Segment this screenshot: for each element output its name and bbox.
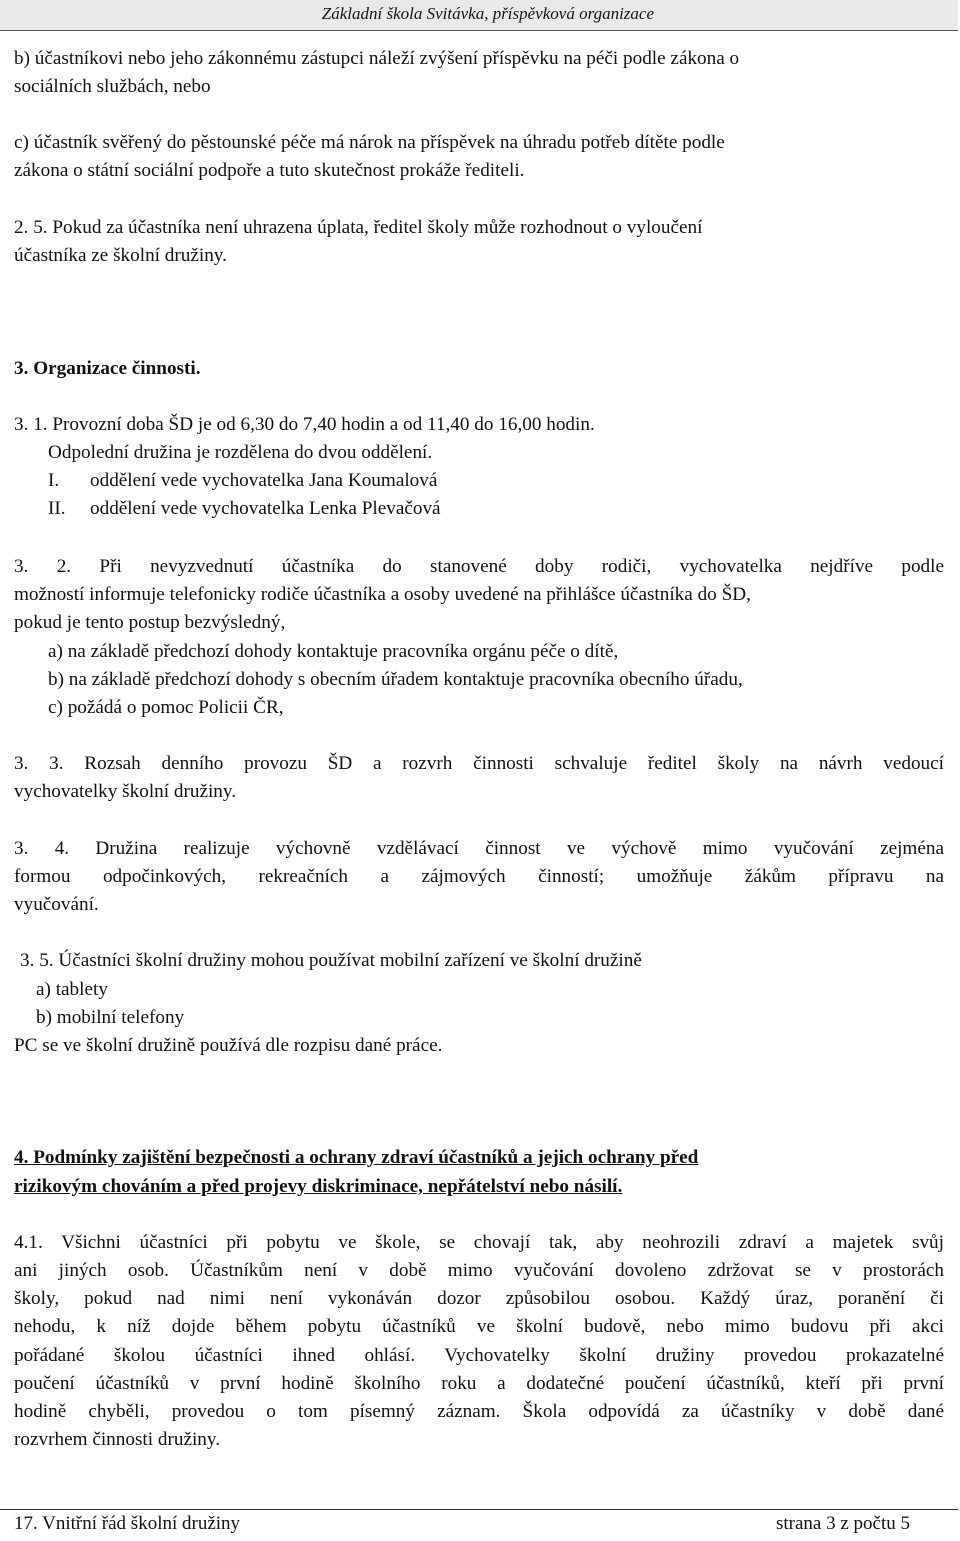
page-footer (0, 1509, 958, 1540)
list-item: b) na základě předchozí dohody s obecním úřadem kontaktuje pracovníka obecního úřadu, (48, 669, 743, 690)
text-line: účastníka ze školní družiny. (14, 245, 227, 266)
text-line: 3. 2. Při nevyzvednutí účastníka do stanovené doby rodiči, vychovatelka nejdříve podle (14, 556, 944, 577)
text-line: nehodu, k níž dojde během pobytu účastníků ve školní budově, nebo mimo budovu při akci (14, 1316, 944, 1337)
text-line: sociálních službách, nebo (14, 76, 211, 97)
text-line: c) účastník svěřený do pěstounské péče má nárok na příspěvek na úhradu potřeb dítěte podle (14, 132, 725, 153)
section-heading-3: 3. Organizace činnosti. (14, 358, 201, 379)
text-line: poučení účastníků v první hodině školního roku a dodatečné poučení účastníků, kteří při první (14, 1373, 944, 1394)
text-line: oddělení vede vychovatelka Jana Koumalová (90, 470, 438, 491)
list-item: c) požádá o pomoc Policii ČR, (48, 697, 284, 718)
text-line: vyučování. (14, 894, 99, 915)
text-line: b) účastníkovi nebo jeho zákonnému zástupci náleží zvýšení příspěvku na péči podle zákona o (14, 48, 740, 69)
section-heading-4-cont: rizikovým chováním a před projevy diskriminace, nepřátelství nebo násilí. (14, 1176, 623, 1197)
list-item: a) tablety (36, 979, 108, 1000)
text-line: 3. 3. Rozsah denního provozu ŠD a rozvrh činnosti schvaluje ředitel školy na návrh vedoucí (14, 753, 944, 774)
footer-page-number: strana 3 z počtu 5 (775, 1513, 910, 1534)
text-line: rozvrhem činnosti družiny. (14, 1429, 221, 1450)
list-item: a) na základě předchozí dohody kontaktuje pracovníka orgánu péče o dítě, (48, 641, 619, 662)
text-line: 3. 5. Účastníci školní družiny mohou používat mobilní zařízení ve školní družině (20, 950, 642, 971)
page-header (0, 0, 958, 31)
text-line: Odpolední družina je rozdělena do dvou oddělení. (48, 442, 433, 463)
text-line: 4.1. Všichni účastníci při pobytu ve škole, se chovají tak, aby neohrozili zdraví a majetek svůj (14, 1232, 944, 1253)
text-line: pořádané školou účastníci ihned ohlásí. Vychovatelky školní družiny provedou prokazatelné (14, 1345, 944, 1366)
text-line: ani jiných osob. Účastníkům není v době mimo vyučování dovoleno zdržovat se v prostorách (14, 1260, 944, 1281)
text-line: možností informuje telefonicky rodiče účastníka a osoby uvedené na přihlášce účastníka do ŠD, (14, 584, 751, 605)
text-line: vychovatelky školní družiny. (14, 781, 237, 802)
text-line: oddělení vede vychovatelka Lenka Plevačová (90, 498, 441, 519)
text-line: školy, pokud nad nimi není vykonáván dozor způsobilou osobou. Každý úraz, poranění či (14, 1288, 944, 1309)
section-heading-4: 4. Podmínky zajištění bezpečnosti a ochrany zdraví účastníků a jejich ochrany před (14, 1147, 699, 1168)
text-line: PC se ve školní družině používá dle rozpisu dané práce. (14, 1035, 443, 1056)
header-school-name: Základní škola Svitávka, příspěvková organizace (321, 4, 654, 23)
text-line: 3. 4. Družina realizuje výchovně vzdělávací činnost ve výchově mimo vyučování zejména (14, 838, 944, 859)
list-item: b) mobilní telefony (36, 1007, 185, 1028)
text-line: 3. 1. Provozní doba ŠD je od 6,30 do 7,40 hodin a od 11,40 do 16,00 hodin. (14, 414, 595, 435)
text-line: hodině chyběli, provedou o tom písemný záznam. Škola odpovídá za účastníky v době dané (14, 1401, 944, 1422)
footer-document-title: 17. Vnitřní řád školní družiny (14, 1513, 241, 1534)
list-marker: II. (48, 498, 66, 519)
text-line: 2. 5. Pokud za účastníka není uhrazena úplata, ředitel školy může rozhodnout o vyloučení (14, 217, 703, 238)
text-line: pokud je tento postup bezvýsledný, (14, 612, 286, 633)
text-line: zákona o státní sociální podpoře a tuto skutečnost prokáže řediteli. (14, 160, 525, 181)
text-line: formou odpočinkových, rekreačních a zájmových činností; umožňuje žákům přípravu na (14, 866, 944, 887)
list-marker: I. (48, 470, 60, 491)
